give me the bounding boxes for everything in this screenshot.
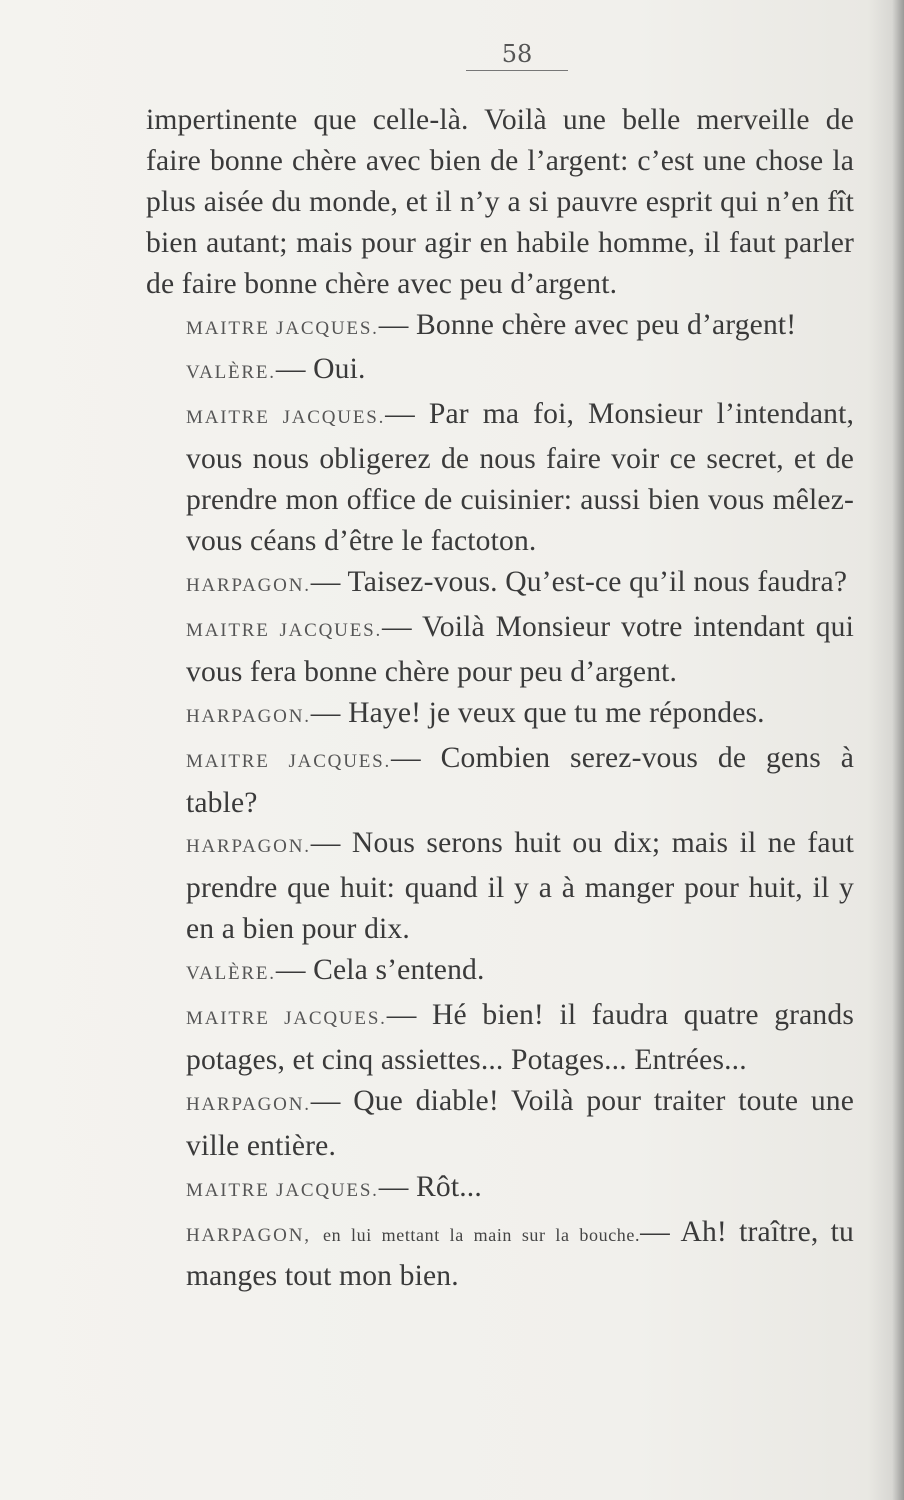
speaker-name: HARPAGON. [186,574,311,596]
speech-text: — Combien serez-vous de gens à table? [186,741,855,819]
speaker-name: MAITRE JACQUES. [186,1008,387,1030]
speaker-name: HARPAGON. [186,705,311,727]
paragraph-continuation [146,100,854,305]
speech-text: — Rôt... [378,1170,482,1203]
speaker-name: MAITRE JACQUES. [186,317,379,339]
speaker-name: MAITRE JACQUES. [186,407,386,429]
dialogue-line [146,305,854,350]
dialogue-line [146,1081,854,1167]
dialogue-line [146,1212,854,1298]
speaker-name: VALÈRE. [186,963,276,985]
speaker-name: HARPAGON, [186,1224,311,1246]
dialogue-line [146,950,854,995]
speaker-name: HARPAGON. [186,836,311,858]
speech-text: — Voilà Monsieur votre intendant qui vous fera bonne chère pour peu d’argent. [186,610,854,688]
speaker-name: MAITRE JACQUES. [186,750,392,772]
dialogue-line [146,693,854,738]
speaker-name: HARPAGON. [186,1093,311,1115]
dialogue-line [146,995,854,1081]
speech-text: — Ah! traître, tu manges tout mon bien. [186,1215,854,1293]
speech-text: — Par ma foi, Monsieur l’intendant, vous nous obligerez de nous faire voir ce secret, et de prendre mon office de cuisinier: aussi bien vous mêlez-vous céans d’être le factoton. [186,398,854,558]
dialogue-line [146,1167,854,1212]
dialogue-line [146,562,854,607]
speech-text: — Nous serons huit ou dix; mais il ne faut prendre que huit: quand il y a à manger pour huit, il y en a bien pour dix. [186,827,854,946]
speech-text: — Que diable! Voilà pour traiter toute une ville entière. [186,1084,854,1162]
dialogue-line [146,823,854,950]
speech-text: — Hé bien! il faudra quatre grands potages, et cinq assiettes... Potages... Entrées... [186,999,854,1076]
page-edge [892,0,904,1500]
dialogue-line [146,394,854,562]
speaker-name: MAITRE JACQUES. [186,619,383,641]
speech-text: — Cela s’entend. [275,954,485,987]
stage-direction: en lui mettant la main sur la bouche. [323,1224,641,1245]
dialogue-line [146,349,854,394]
speech-text: — Haye! je veux que tu me répondes. [310,696,765,729]
speech-text: — Bonne chère avec peu d’argent! [378,308,797,341]
page-text [146,100,854,1297]
dialogue-line [146,607,854,693]
dialogue-line [146,738,854,824]
continuation-text: impertinente que celle-là. Voilà une belle merveille de faire bonne chère avec bien de l’argent: c’est une chose la plus aisée du monde, et il n’y a si pauvre esprit qui n’en fît bien autant; mais pour agir en habile homme, il faut parler de faire bonne chère avec peu d’argent. [146,104,854,300]
speaker-name: VALÈRE. [186,362,276,384]
speech-text: — Oui. [275,353,366,386]
speech-text: — Taisez-vous. Qu’est-ce qu’il nous faudra? [310,565,848,598]
page-number: 58 [466,40,568,71]
speaker-name: MAITRE JACQUES. [186,1179,379,1201]
